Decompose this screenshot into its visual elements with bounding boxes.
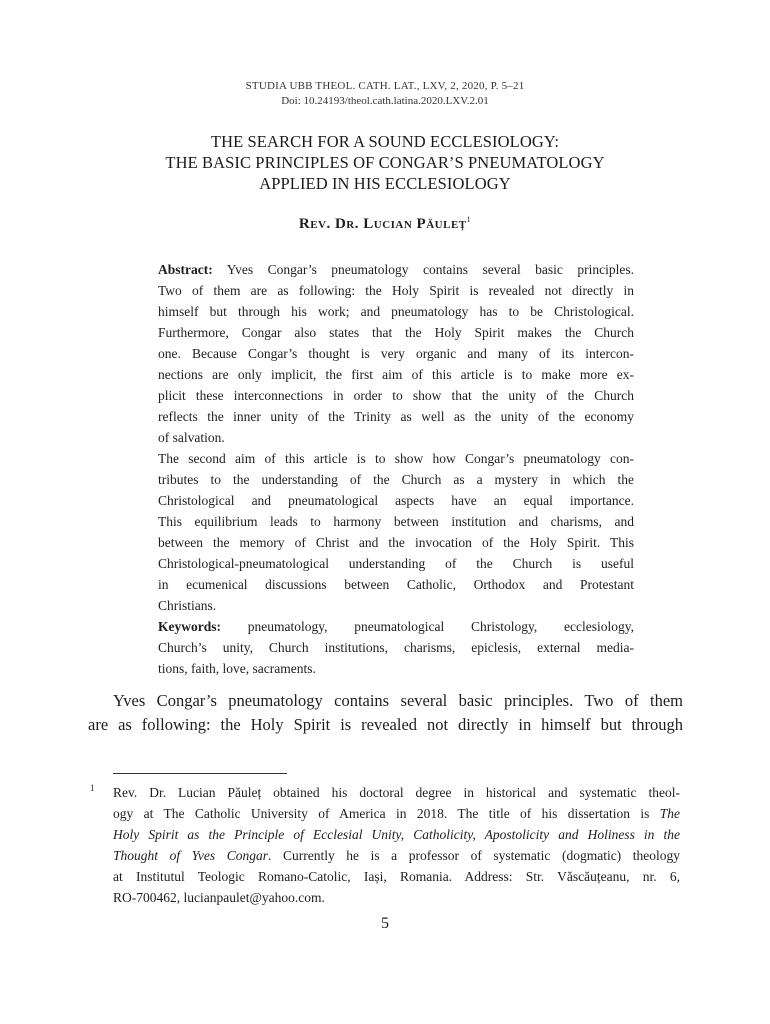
abstract-line: of salvation. xyxy=(158,430,225,445)
body-text xyxy=(88,689,683,737)
abstract-line: himself but through his work; and pneumatology has to be Christological. xyxy=(158,304,634,319)
abstract-line: This equilibrium leads to harmony between institution and charisms, and xyxy=(158,514,634,529)
abstract-line: Furthermore, Congar also states that the Holy Spirit makes the Church xyxy=(158,325,634,340)
footnote-line: Thought of Yves Congar. Currently he is a professor of systematic (dogmatic) theology xyxy=(113,848,680,863)
abstract-line: Abstract: Yves Congar’s pneumatology contains several basic principles. xyxy=(158,262,634,277)
keywords-line: tions, faith, love, sacraments. xyxy=(158,661,316,676)
abstract-line: Christological-pneumatological understanding of the Church is useful xyxy=(158,556,634,571)
footnote-mark: 1 xyxy=(90,783,95,793)
body-line: are as following: the Holy Spirit is revealed not directly in himself but through xyxy=(88,715,683,734)
abstract-line: between the memory of Christ and the invocation of the Holy Spirit. This xyxy=(158,535,634,550)
abstract-line: plicit these interconnections in order to show that the unity of the Church xyxy=(158,388,634,403)
article-title xyxy=(80,131,690,194)
abstract-line: reflects the inner unity of the Trinity as well as the unity of the economy xyxy=(158,409,634,424)
abstract-line: nections are only implicit, the first aim of this article is to make more ex- xyxy=(158,367,634,382)
footnote-line: RO-700462, lucianpaulet@yahoo.com. xyxy=(113,890,325,905)
footnote-line: Holy Spirit as the Principle of Ecclesial Unity, Catholicity, Apostolicity and Holiness in the xyxy=(113,827,680,842)
journal-citation: STUDIA UBB THEOL. CATH. LAT., LXV, 2, 2020, P. 5–21 xyxy=(245,80,525,92)
title-line: THE BASIC PRINCIPLES OF CONGAR’S PNEUMATOLOGY xyxy=(165,153,605,172)
abstract-line: in ecumenical discussions between Catholic, Orthodox and Protestant xyxy=(158,577,634,592)
author-name: Rev. Dr. Lucian Păuleț xyxy=(298,216,467,232)
keywords-line: Keywords: pneumatology, pneumatological Christology, ecclesiology, xyxy=(158,619,634,634)
abstract-block xyxy=(158,259,634,679)
keywords-label: Keywords: xyxy=(158,619,221,634)
author-footnote-mark: 1 xyxy=(466,215,472,224)
abstract-line: Christians. xyxy=(158,598,217,613)
title-line: APPLIED IN HIS ECCLESIOLOGY xyxy=(259,174,511,193)
abstract-line: Two of them are as following: the Holy Spirit is revealed not directly in xyxy=(158,283,634,298)
abstract-line: tributes to the understanding of the Church as a mystery in which the xyxy=(158,472,634,487)
abstract-line: The second aim of this article is to show how Congar’s pneumatology con- xyxy=(158,451,634,466)
footnote-line: ogy at The Catholic University of America in 2018. The title of his dissertation is The xyxy=(113,806,680,821)
page-number: 5 xyxy=(381,915,389,932)
footnote-line: at Institutul Teologic Romano-Catolic, Iași, Romania. Address: Str. Văscăuțeanu, nr. 6, xyxy=(113,869,680,884)
keywords-line: Church’s unity, Church institutions, charisms, epiclesis, external media- xyxy=(158,640,634,655)
abstract-label: Abstract: xyxy=(158,262,213,277)
footnote-separator xyxy=(113,773,287,774)
doi-line: Doi: 10.24193/theol.cath.latina.2020.LXV.2.01 xyxy=(281,95,489,107)
title-line: THE SEARCH FOR A SOUND ECCLESIOLOGY: xyxy=(210,132,560,151)
footnote xyxy=(113,782,680,908)
author-byline xyxy=(0,215,770,233)
abstract-line: one. Because Congar’s thought is very organic and many of its intercon- xyxy=(158,346,634,361)
body-line: Yves Congar’s pneumatology contains several basic principles. Two of them xyxy=(113,691,683,710)
footnote-line: Rev. Dr. Lucian Păuleț obtained his doctoral degree in historical and systematic theol- xyxy=(113,785,680,800)
abstract-line: Christological and pneumatological aspects have an equal importance. xyxy=(158,493,634,508)
